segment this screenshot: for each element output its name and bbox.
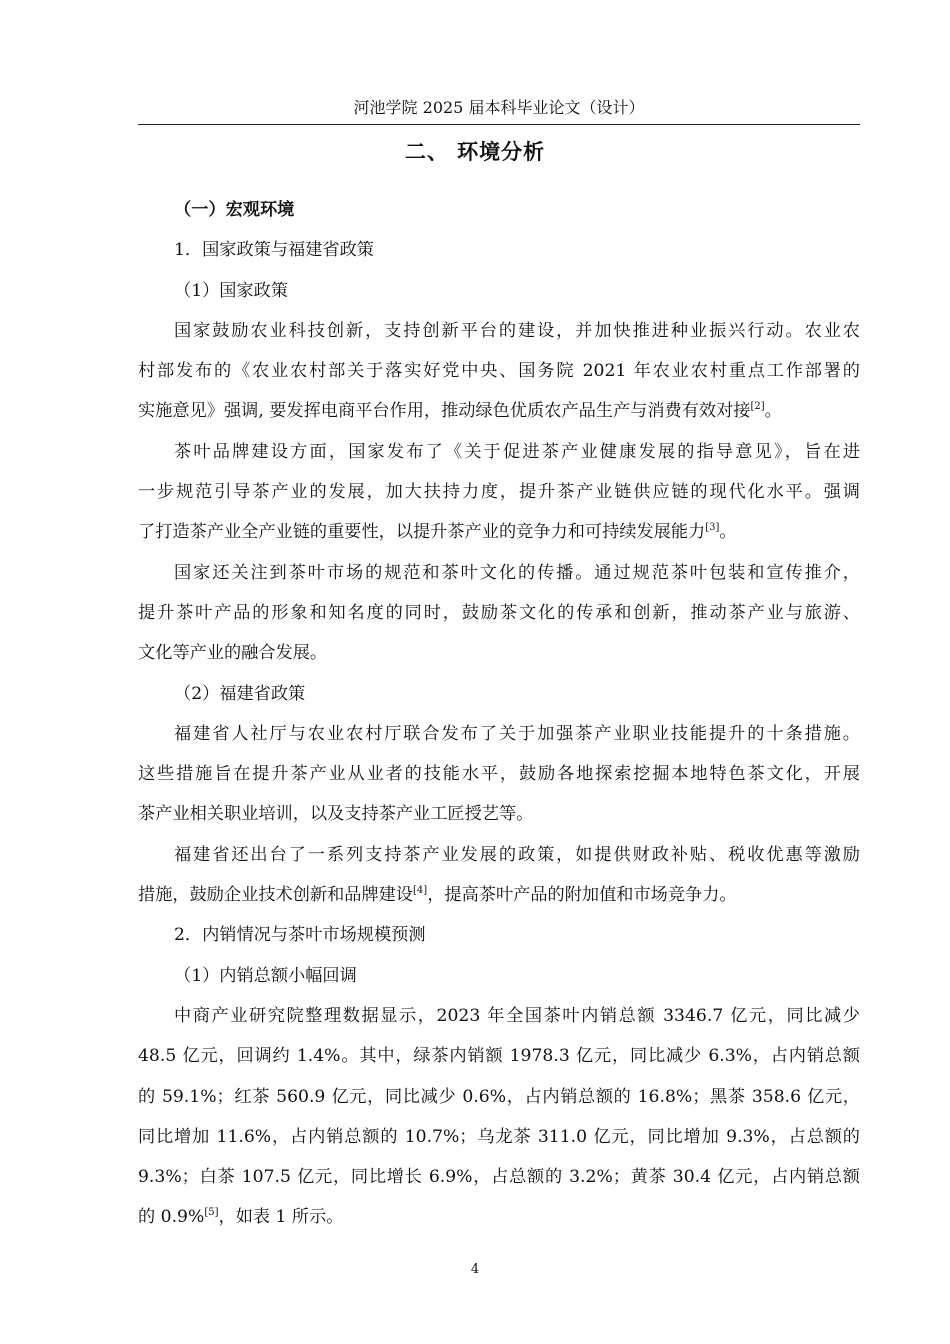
paragraph-line: 福建省还出台了一系列支持茶产业发展的政策，如提供财政补贴、税收优惠等激励 <box>174 844 860 865</box>
paragraph-text: 了打造茶产业全产业链的重要性，以提升茶产业的竞争力和可持续发展能力 <box>138 522 706 543</box>
paragraph-line: 提升茶叶产品的形象和知名度的同时，鼓励茶文化的传承和创新，推动茶产业与旅游、 <box>138 602 860 623</box>
paragraph-line: 国家还关注到茶叶市场的规范和茶叶文化的传播。通过规范茶叶包装和宣传推介， <box>174 562 860 583</box>
citation-ref: [2] <box>750 401 765 413</box>
chapter-title: 二、 环境分析 <box>404 140 546 164</box>
body-text <box>138 190 860 1238</box>
paragraph-line <box>138 1197 860 1237</box>
paragraph-text: 。 <box>764 401 782 422</box>
citation-ref: [3] <box>705 522 720 534</box>
paragraph-text: 实施意见》强调, 要发挥电商平台作用，推动绿色优质农产品生产与消费有效对接 <box>138 401 751 422</box>
paragraph-line <box>138 391 860 431</box>
paragraph-line: 文化等产业的融合发展。 <box>138 643 328 664</box>
paragraph-text: ，提高茶叶产品的附加值和市场竞争力。 <box>427 885 737 906</box>
paragraph-line: 一步规范引导茶产业的发展，加大扶持力度，提升茶产业链供应链的现代化水平。强调 <box>138 482 860 503</box>
paragraph-line: 茶产业相关职业培训，以及支持茶产业工匠授艺等。 <box>138 804 534 825</box>
subsubsection-heading-national-policy: （1）国家政策 <box>174 280 289 301</box>
paragraph-line: 的 59.1%；红茶 560.9 亿元，同比减少 0.6%，占内销总额的 16.8%；黑茶 358.6 亿元， <box>138 1086 860 1107</box>
paragraph-line: 同比增加 11.6%，占内销总额的 10.7%；乌龙茶 311.0 亿元，同比增加 9.3%，占总额的 <box>138 1126 860 1147</box>
paragraph-text: ，如表 1 所示。 <box>218 1207 344 1228</box>
paragraph-text: 。 <box>719 522 737 543</box>
paragraph-line: 茶叶品牌建设方面，国家发布了《关于促进茶产业健康发展的指导意见》，旨在进 <box>174 441 860 462</box>
subsection-heading-1: 1．国家政策与福建省政策 <box>174 240 374 261</box>
paragraph-line: 48.5 亿元，回调约 1.4%。其中，绿茶内销额 1978.3 亿元，同比减少 6.3%，占内销总额 <box>138 1046 860 1067</box>
paragraph-line: 9.3%；白茶 107.5 亿元，同比增长 6.9%，占总额的 3.2%；黄茶 30.4 亿元，占内销总额 <box>138 1167 860 1188</box>
subsection-heading-2: 2．内销情况与茶叶市场规模预测 <box>174 925 426 946</box>
citation-ref: [5] <box>204 1207 219 1219</box>
paragraph-line: 村部发布的《农业农村部关于落实好党中央、国务院 2021 年农业农村重点工作部署的 <box>138 361 860 382</box>
header-rule <box>138 124 860 125</box>
paragraph-line <box>138 512 860 552</box>
page-number: 4 <box>470 1262 480 1277</box>
paragraph-line: 国家鼓励农业科技创新，支持创新平台的建设，并加快推进种业振兴行动。农业农 <box>174 320 860 341</box>
paragraph-text: 的 0.9% <box>138 1207 205 1228</box>
subsubsection-heading-fujian-policy: （2）福建省政策 <box>174 683 306 704</box>
paragraph-line <box>138 875 860 915</box>
paragraph-text: 措施，鼓励企业技术创新和品牌建设 <box>138 885 414 906</box>
subsubsection-heading-domestic-sales: （1）内销总额小幅回调 <box>174 965 357 986</box>
section-heading-macro: （一）宏观环境 <box>174 200 295 220</box>
running-header: 河池学院 2025 届本科毕业论文（设计） <box>353 98 645 117</box>
paragraph-line: 这些措施旨在提升茶产业从业者的技能水平，鼓励各地探索挖掘本地特色茶文化，开展 <box>138 764 860 785</box>
paragraph-line: 中商产业研究院整理数据显示，2023 年全国茶叶内销总额 3346.7 亿元，同比减少 <box>174 1005 860 1026</box>
citation-ref: [4] <box>413 885 428 897</box>
paragraph-line: 福建省人社厅与农业农村厅联合发布了关于加强茶产业职业技能提升的十条措施。 <box>174 723 860 744</box>
